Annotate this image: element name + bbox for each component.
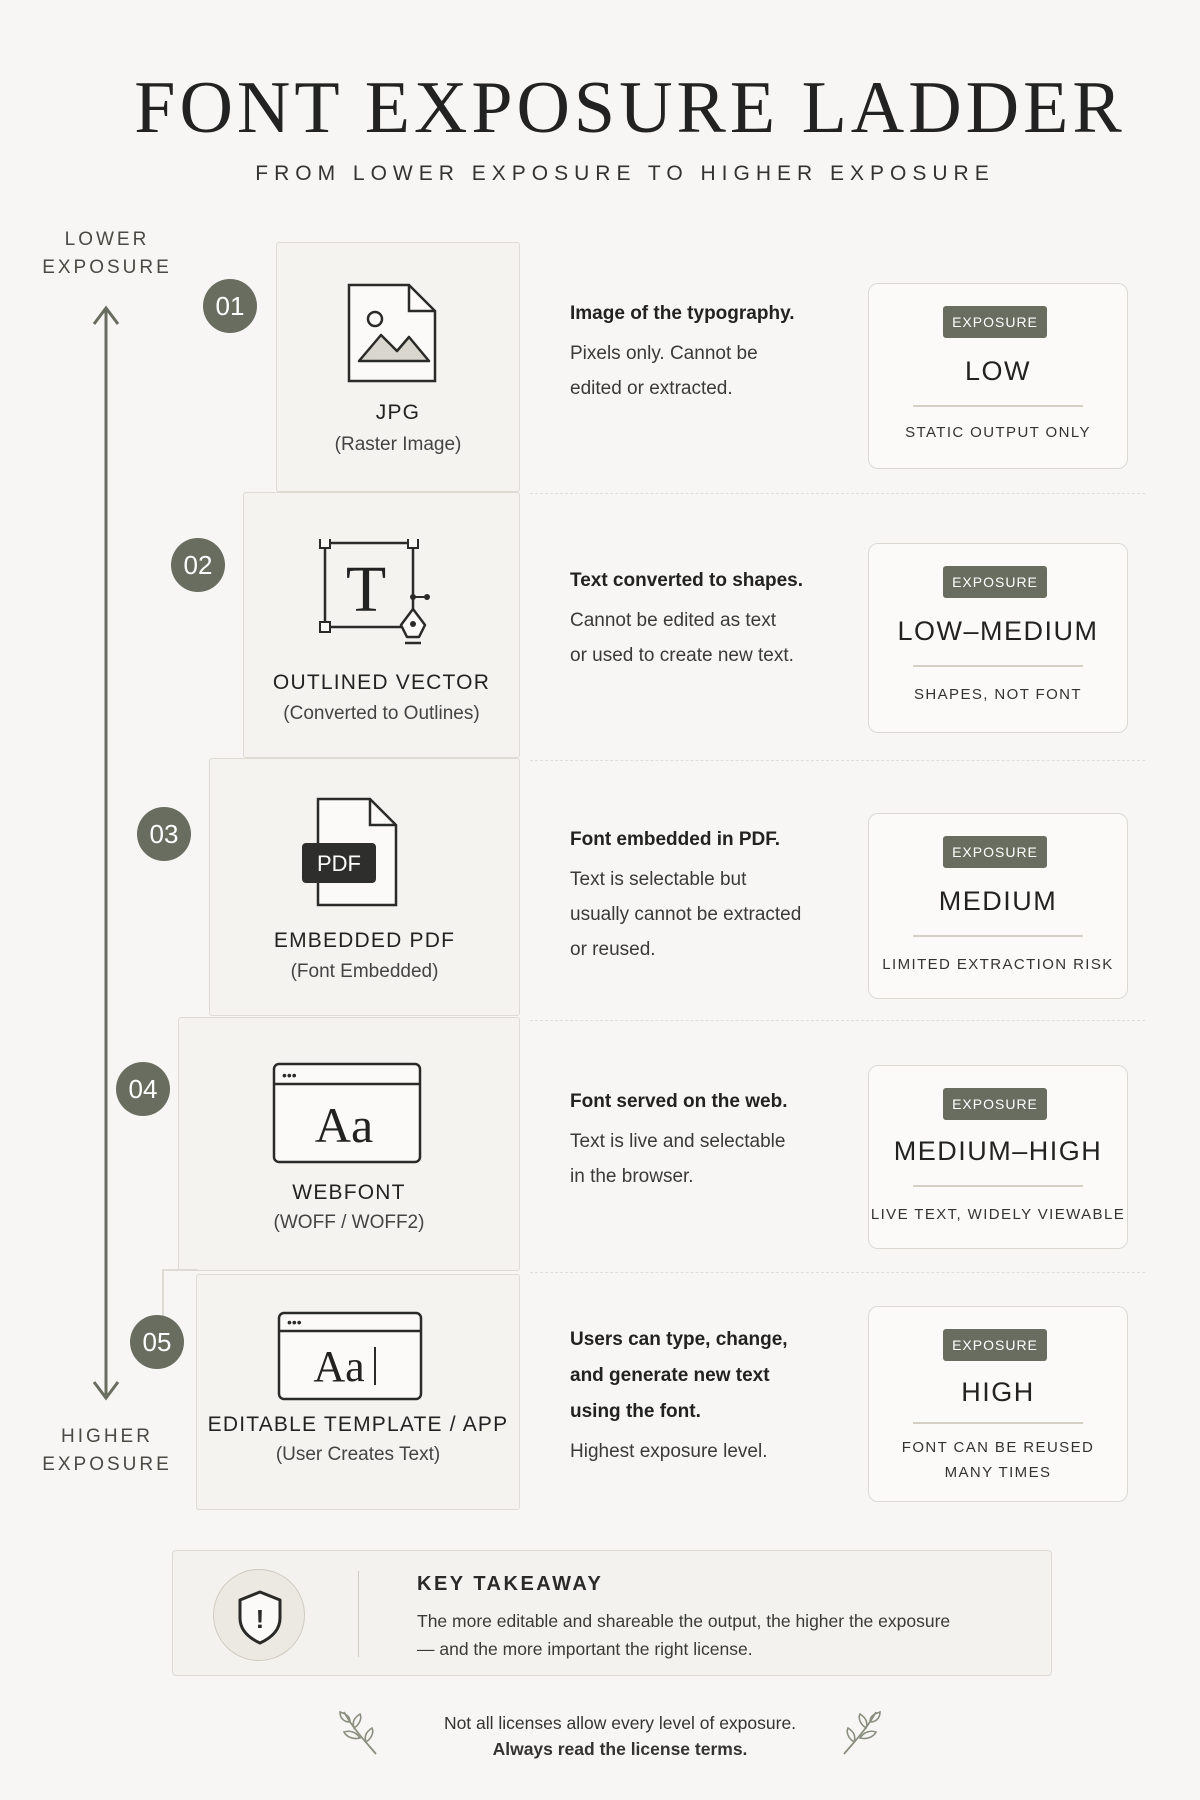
step-lead-line: using the font.	[570, 1401, 701, 1422]
exposure-pill: EXPOSURE	[943, 566, 1047, 598]
step-name: WEBFONT	[292, 1181, 406, 1204]
step-body-line: or used to create new text.	[570, 645, 794, 666]
step-subtitle: (Raster Image)	[334, 434, 462, 455]
step-body	[570, 1124, 860, 1194]
page-subtitle: FROM LOWER EXPOSURE TO HIGHER EXPOSURE	[255, 162, 995, 185]
step-body-line: Cannot be edited as text	[570, 610, 776, 631]
step-body-line: edited or extracted.	[570, 378, 733, 399]
right-sprig-icon	[836, 1706, 884, 1758]
image-file-icon	[347, 283, 443, 387]
exposure-note: SHAPES, NOT FONT	[914, 686, 1082, 703]
axis-label-higher-line1: HIGHER	[61, 1426, 153, 1447]
step-number-badge: 03	[137, 807, 191, 861]
exposure-badge	[868, 1306, 1128, 1502]
exposure-badge	[868, 1065, 1128, 1249]
exposure-level: HIGH	[961, 1377, 1035, 1407]
takeaway-heading: KEY TAKEAWAY	[417, 1573, 604, 1595]
step-number-badge: 05	[130, 1315, 184, 1369]
step-lead: Font served on the web.	[570, 1091, 788, 1112]
step-subtitle: (WOFF / WOFF2)	[273, 1212, 425, 1233]
shield-icon	[213, 1569, 305, 1661]
step-number-badge: 02	[171, 538, 225, 592]
browser-window-icon	[272, 1062, 422, 1166]
exposure-pill: EXPOSURE	[943, 1088, 1047, 1120]
pdf-file-icon	[302, 797, 398, 909]
takeaway-divider	[358, 1571, 359, 1657]
footer-line-1: Not all licenses allow every level of exposure.	[443, 1713, 797, 1733]
row-separator	[530, 493, 1145, 494]
step-subtitle: (Font Embedded)	[290, 961, 439, 982]
step-description	[570, 1322, 860, 1469]
pdf-tag: PDF	[317, 851, 361, 876]
step-body-line: or reused.	[570, 939, 656, 960]
step-number-badge: 01	[203, 279, 257, 333]
step-description	[570, 296, 860, 406]
step-name: EDITABLE TEMPLATE / APP	[207, 1413, 509, 1436]
step-name: JPG	[375, 401, 421, 424]
exclamation-glyph: !	[255, 1604, 265, 1634]
step-body	[570, 603, 860, 673]
outlined-text-pen-icon	[319, 539, 439, 649]
step-body-line: usually cannot be extracted	[570, 904, 802, 925]
step-subtitle: (User Creates Text)	[275, 1444, 441, 1465]
key-takeaway-box	[172, 1550, 1052, 1676]
page-title: FONT EXPOSURE LADDER	[134, 67, 1126, 149]
step-lead-line: and generate new text	[570, 1365, 770, 1386]
exposure-badge	[868, 813, 1128, 999]
step-body	[570, 336, 860, 406]
axis-label-lower-line1: LOWER	[64, 229, 150, 250]
step-subtitle: (Converted to Outlines)	[283, 703, 480, 724]
exposure-level: MEDIUM	[938, 886, 1058, 916]
aa-glyph: Aa	[313, 1342, 365, 1391]
exposure-note-line: FONT CAN BE REUSED	[901, 1439, 1095, 1456]
step-card-outlined-vector	[243, 492, 520, 758]
footer-line-2: Always read the license terms.	[492, 1739, 748, 1759]
exposure-level: LOW	[964, 356, 1031, 386]
step-lead: Image of the typography.	[570, 303, 795, 324]
takeaway-text	[417, 1607, 1027, 1663]
step-body	[570, 862, 860, 967]
step-card-embedded-pdf	[209, 758, 520, 1016]
axis-label-higher-line2: EXPOSURE	[42, 1454, 172, 1475]
step-description	[570, 822, 860, 967]
exposure-note: LIVE TEXT, WIDELY VIEWABLE	[870, 1206, 1126, 1223]
step-lead-line: Users can type, change,	[570, 1329, 788, 1350]
badge-rule	[913, 1422, 1083, 1424]
badge-rule	[913, 405, 1083, 407]
step-description	[570, 1084, 860, 1194]
step-body-line: Highest exposure level.	[570, 1441, 768, 1462]
step-body-line: Text is live and selectable	[570, 1131, 786, 1152]
takeaway-text-line: The more editable and shareable the output, the higher the exposure	[417, 1611, 951, 1631]
window-dots: •••	[282, 1067, 297, 1083]
row-separator	[530, 1272, 1145, 1273]
row-separator	[530, 1020, 1145, 1021]
step-body	[570, 1434, 860, 1469]
shield-alert-icon	[214, 1570, 306, 1662]
outlined-t-glyph: T	[345, 553, 387, 626]
step-body-line: in the browser.	[570, 1166, 694, 1187]
badge-rule	[913, 1185, 1083, 1187]
badge-rule	[913, 665, 1083, 667]
exposure-note: STATIC OUTPUT ONLY	[905, 424, 1091, 441]
step-body-line: Text is selectable but	[570, 869, 747, 890]
badge-rule	[913, 935, 1083, 937]
exposure-pill: EXPOSURE	[943, 1329, 1047, 1361]
window-dots: •••	[287, 1314, 302, 1330]
step-number-badge: 04	[116, 1062, 170, 1116]
exposure-pill: EXPOSURE	[943, 836, 1047, 868]
exposure-badge	[868, 543, 1128, 733]
exposure-note: LIMITED EXTRACTION RISK	[882, 956, 1114, 973]
step-name: EMBEDDED PDF	[273, 929, 456, 952]
step-card-editable-template	[196, 1274, 520, 1510]
row-separator	[530, 760, 1145, 761]
axis-label-higher	[30, 1423, 184, 1479]
exposure-level: MEDIUM–HIGH	[893, 1136, 1103, 1166]
exposure-badge	[868, 283, 1128, 469]
aa-glyph: Aa	[314, 1097, 374, 1153]
exposure-level: LOW–MEDIUM	[897, 616, 1099, 646]
step-lead: Font embedded in PDF.	[570, 829, 781, 850]
step-lead: Text converted to shapes.	[570, 570, 803, 591]
axis-label-lower-line2: EXPOSURE	[42, 257, 172, 278]
editable-browser-icon	[277, 1311, 423, 1403]
exposure-note	[869, 1435, 1127, 1485]
step-description	[570, 563, 860, 673]
exposure-axis-arrow	[0, 0, 200, 1420]
takeaway-text-line: — and the more important the right license.	[417, 1639, 753, 1659]
exposure-pill: EXPOSURE	[943, 306, 1047, 338]
step-body-line: Pixels only. Cannot be	[570, 343, 758, 364]
step-lead	[570, 1322, 860, 1430]
step-card-jpg	[276, 242, 520, 492]
step-card-webfont	[178, 1017, 520, 1271]
exposure-note-line: MANY TIMES	[944, 1464, 1052, 1481]
step-name: OUTLINED VECTOR	[272, 671, 491, 694]
